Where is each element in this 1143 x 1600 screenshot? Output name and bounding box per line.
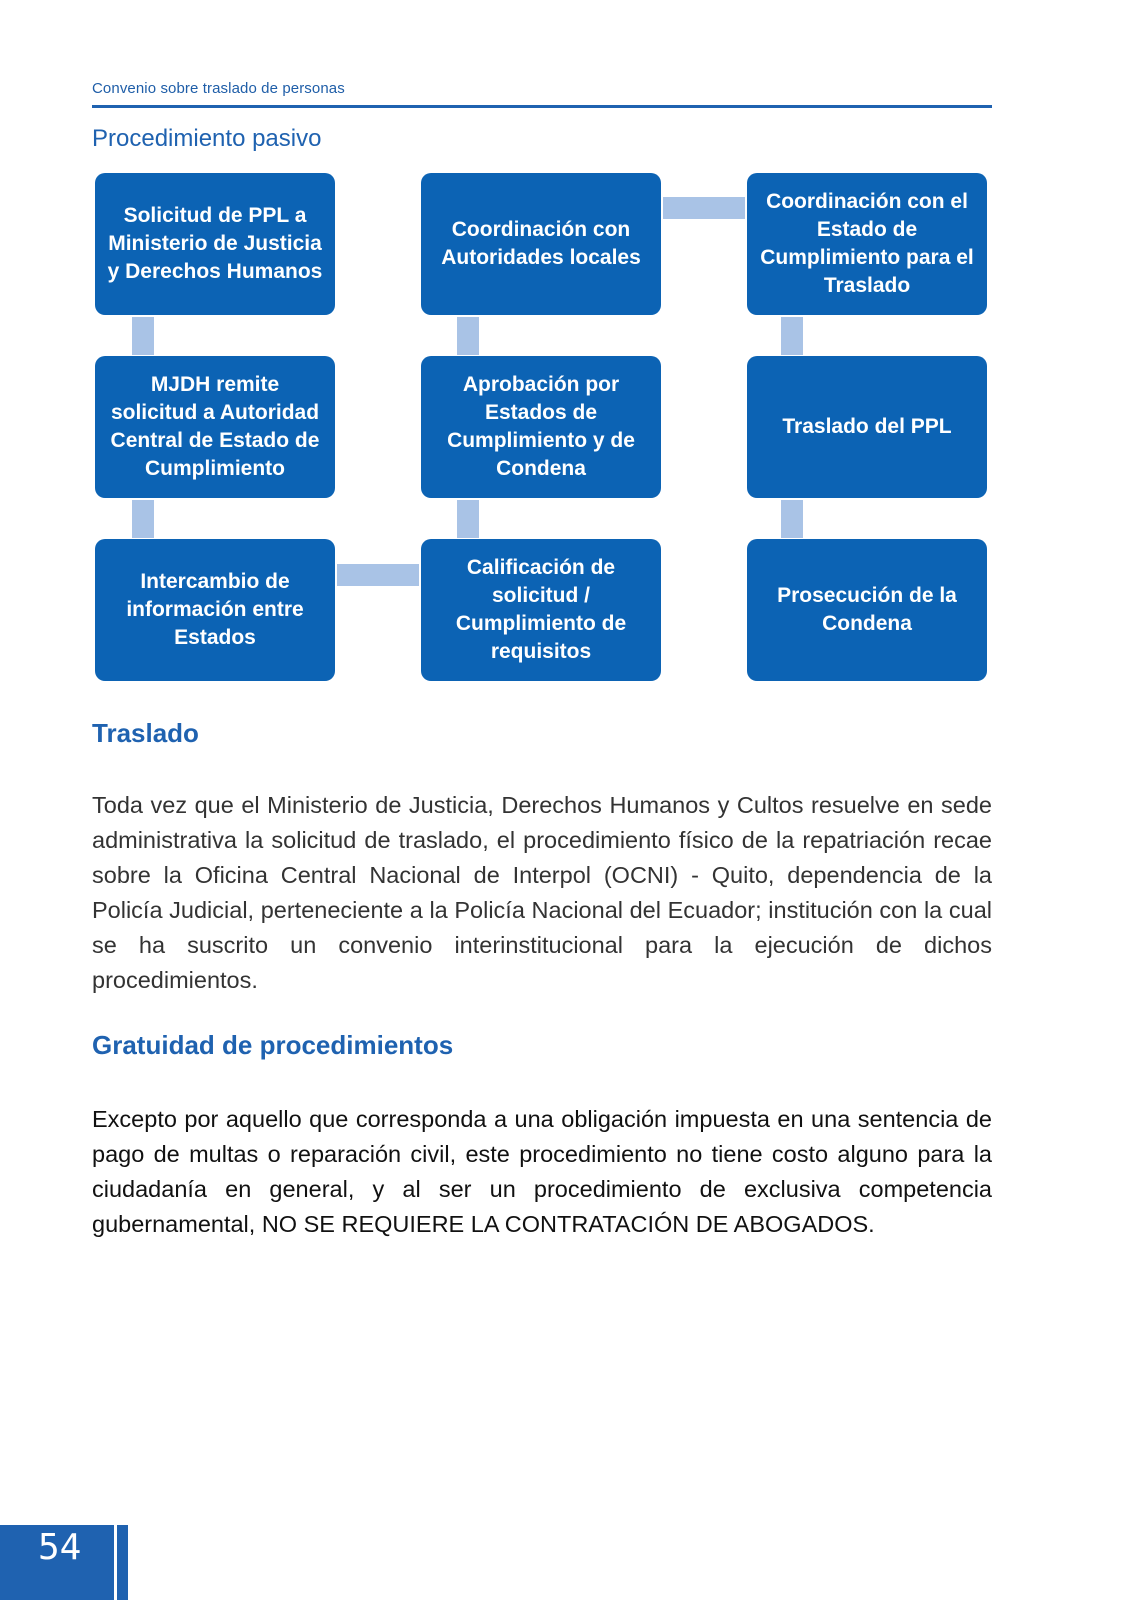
traslado-paragraph: Toda vez que el Ministerio de Justicia, Derechos Humanos y Cultos resuelve en sede administrativa la solicitud de traslado, el procedimiento físico de la repatriación recae sobre la Oficina Central Nacional de Interpol (OCNI) - Quito, dependencia de la Policía Judicial, perteneciente a la Policía Nacional del Ecuador; institución con la cual se ha suscrito un convenio interinstitucional para la ejecución de dichos procedimientos. <box>92 792 992 993</box>
gratuidad-paragraph: Excepto por aquello que corresponda a una obligación impuesta en una sentencia de pago de multas o reparación civil, este procedimiento no tiene costo alguno para la ciudadanía en general, y al ser un procedimiento de exclusiva competencia gubernamental, NO SE REQUIERE LA CONTRATACIÓN DE ABOGADOS. <box>92 1106 992 1237</box>
step-calificacion: Calificación de solicitud / Cumplimiento de requisitos <box>421 539 661 681</box>
procedure-title: Procedimiento pasivo <box>92 125 322 152</box>
step-aprobacion: Aprobación por Estados de Cumplimiento y de Condena <box>421 356 661 498</box>
connector <box>337 564 419 586</box>
page-number: 54 <box>38 1527 82 1568</box>
connector <box>781 317 803 355</box>
connector <box>781 500 803 538</box>
running-header: Convenio sobre traslado de personas <box>92 80 345 97</box>
gratuidad-heading: Gratuidad de procedimientos <box>92 1030 454 1060</box>
connector <box>457 500 479 538</box>
step-intercambio: Intercambio de información entre Estados <box>95 539 335 681</box>
step-coordinacion-autoridades: Coordinación con Autoridades locales <box>421 173 661 315</box>
step-prosecucion: Prosecución de la Condena <box>747 539 987 681</box>
step-coordinacion-estado: Coordinación con el Estado de Cumplimiento para el Traslado <box>747 173 987 315</box>
connector <box>132 317 154 355</box>
step-solicitud-ppl: Solicitud de PPL a Ministerio de Justicia y Derechos Humanos <box>95 173 335 315</box>
connector <box>132 500 154 538</box>
header-rule <box>92 105 992 108</box>
step-mjdh-remite: MJDH remite solicitud a Autoridad Central de Estado de Cumplimiento <box>95 356 335 498</box>
page-number-divider <box>114 1525 117 1600</box>
connector <box>663 197 745 219</box>
traslado-heading: Traslado <box>92 718 199 748</box>
step-traslado-ppl: Traslado del PPL <box>747 356 987 498</box>
connector <box>457 317 479 355</box>
